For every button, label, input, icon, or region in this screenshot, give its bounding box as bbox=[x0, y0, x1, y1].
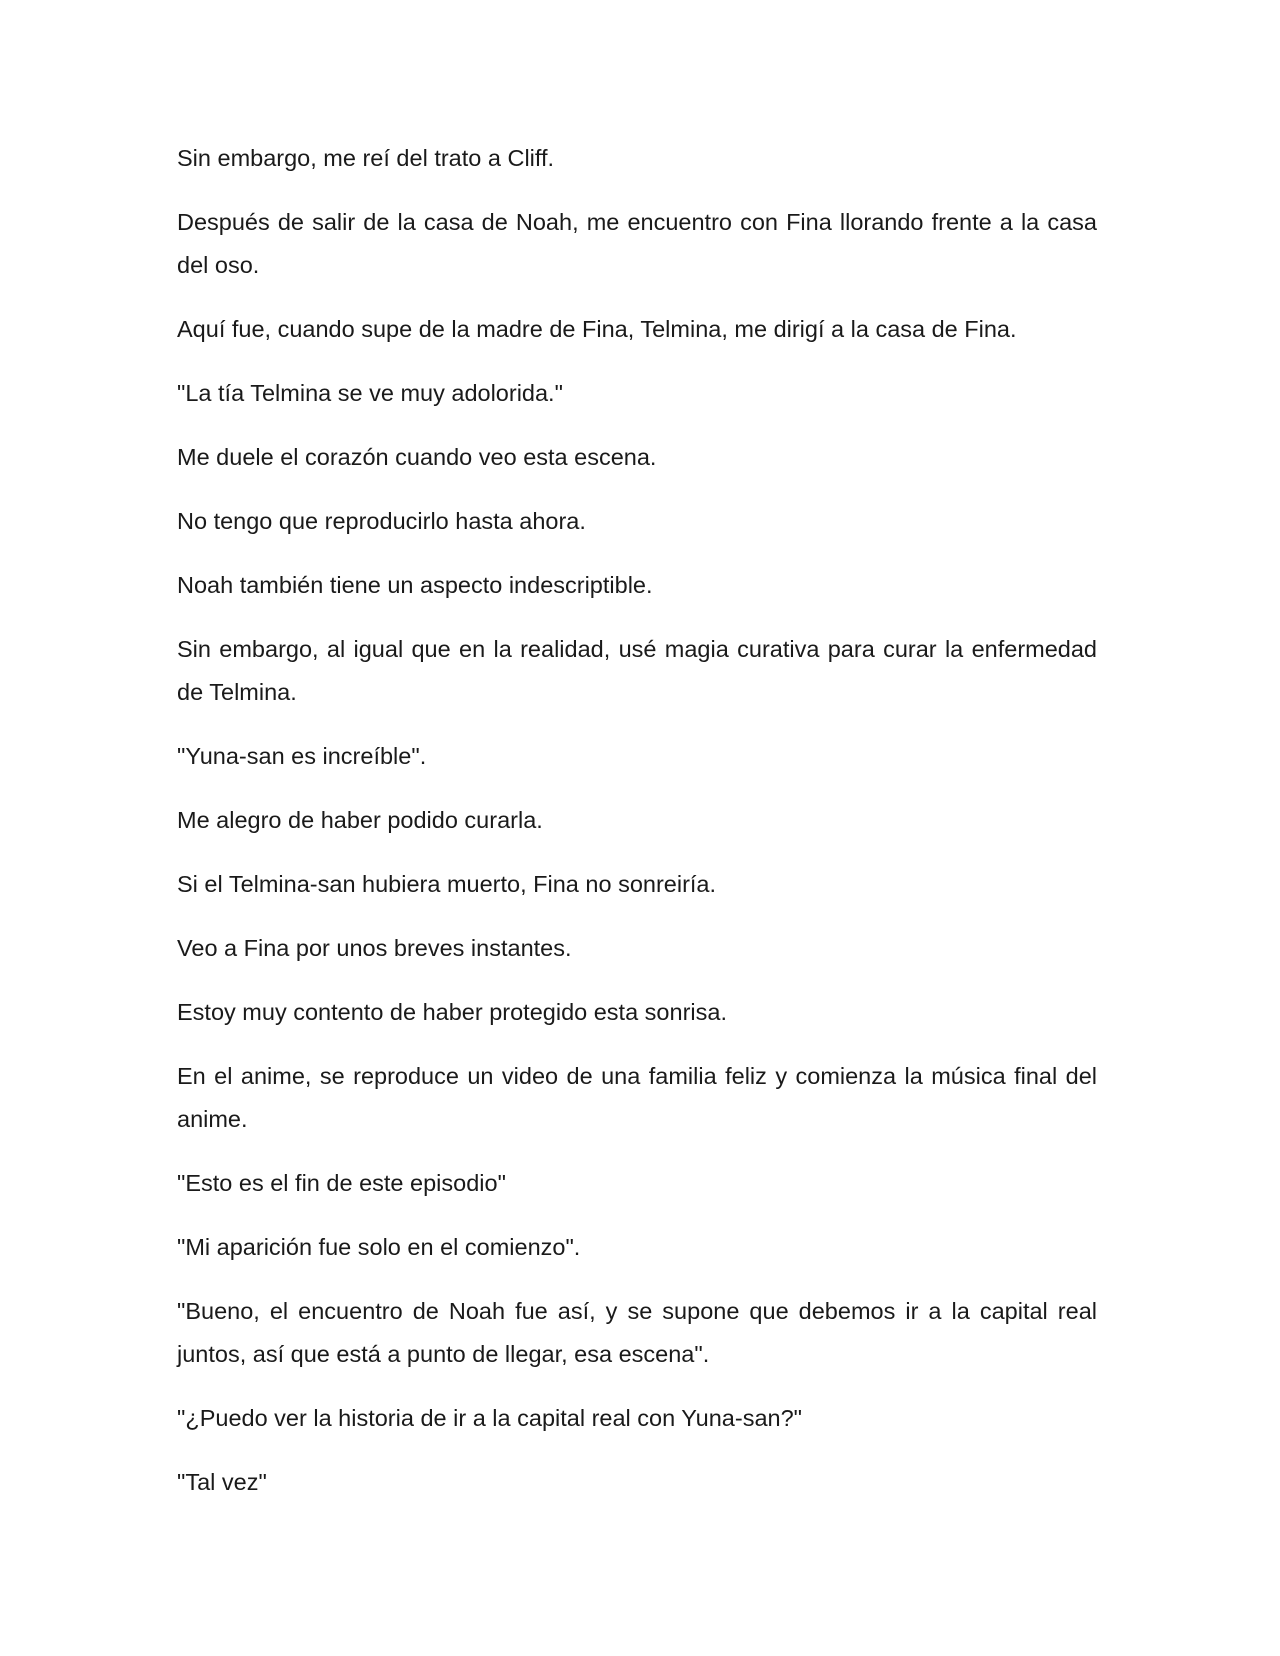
paragraph: Veo a Fina por unos breves instantes. bbox=[177, 935, 572, 961]
document-body bbox=[177, 137, 1097, 1525]
paragraph: Estoy muy contento de haber protegido esta sonrisa. bbox=[177, 999, 727, 1025]
paragraph: "Bueno, el encuentro de Noah fue así, y se supone que debemos ir a la capital real juntos, así que está a punto de llegar, esa escena". bbox=[177, 1298, 1097, 1367]
paragraph: "Esto es el fin de este episodio" bbox=[177, 1170, 506, 1196]
paragraph: En el anime, se reproduce un video de una familia feliz y comienza la música final del anime. bbox=[177, 1063, 1097, 1132]
paragraph: Después de salir de la casa de Noah, me encuentro con Fina llorando frente a la casa del oso. bbox=[177, 209, 1097, 278]
paragraph: Si el Telmina-san hubiera muerto, Fina no sonreiría. bbox=[177, 871, 717, 897]
paragraph: No tengo que reproducirlo hasta ahora. bbox=[177, 508, 586, 534]
paragraph: Noah también tiene un aspecto indescriptible. bbox=[177, 572, 653, 598]
paragraph: "Mi aparición fue solo en el comienzo". bbox=[177, 1234, 581, 1260]
paragraph: Me alegro de haber podido curarla. bbox=[177, 807, 543, 833]
paragraph: Aquí fue, cuando supe de la madre de Fina, Telmina, me dirigí a la casa de Fina. bbox=[177, 316, 1017, 342]
paragraph: "Tal vez" bbox=[177, 1469, 267, 1495]
paragraph: Sin embargo, me reí del trato a Cliff. bbox=[177, 145, 555, 171]
paragraph: Sin embargo, al igual que en la realidad, usé magia curativa para curar la enfermedad de Telmina. bbox=[177, 636, 1097, 705]
paragraph: Me duele el corazón cuando veo esta escena. bbox=[177, 444, 657, 470]
paragraph: "¿Puedo ver la historia de ir a la capital real con Yuna-san?" bbox=[177, 1405, 802, 1431]
paragraph: "La tía Telmina se ve muy adolorida." bbox=[177, 380, 563, 406]
paragraph: "Yuna-san es increíble". bbox=[177, 743, 427, 769]
